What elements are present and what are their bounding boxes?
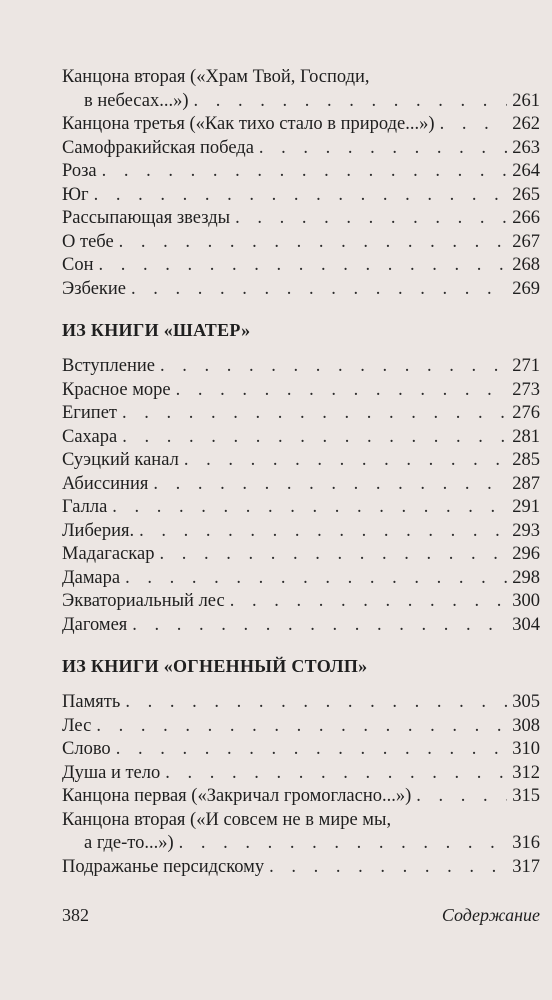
toc-entry-title: Абиссиния <box>62 473 149 494</box>
toc-entry-title: Самофракийская победа <box>62 137 254 158</box>
toc-entry-title: Дагомея <box>62 614 128 635</box>
toc-entry-page: 312 <box>512 762 540 783</box>
toc-entry-page: 266 <box>512 208 540 228</box>
toc-entry-title: Суэцкий канал <box>62 450 179 470</box>
dot-leader <box>160 355 507 379</box>
toc-entry <box>62 691 540 715</box>
toc-entry-title: Египет <box>62 403 117 423</box>
toc-entry <box>62 231 540 255</box>
toc-entry-page: 273 <box>512 379 540 400</box>
dot-leader <box>176 379 507 403</box>
toc-entry-page: 267 <box>512 231 540 252</box>
toc-entry-page: 293 <box>512 520 540 541</box>
toc-entry <box>62 278 540 302</box>
toc-entry <box>62 160 540 184</box>
toc-entry-page: 261 <box>512 90 540 111</box>
toc-entry-title: Слово <box>62 739 111 759</box>
toc-entry-title: Красное море <box>62 379 171 400</box>
toc-entry <box>62 426 540 450</box>
toc-entry <box>62 590 540 614</box>
section-heading-shater: ИЗ КНИГИ «ШАТЕР» <box>62 320 251 340</box>
toc-entry-title: Подражанье персидскому <box>62 856 265 877</box>
toc-entry-page: 305 <box>512 692 540 712</box>
dot-leader <box>269 856 507 880</box>
toc-entry-page: 316 <box>512 833 540 853</box>
toc-entry-page: 264 <box>512 161 540 181</box>
dot-leader <box>179 832 507 856</box>
toc-entry <box>62 184 540 208</box>
toc-top-list <box>62 66 540 301</box>
toc-entry <box>62 832 540 856</box>
dot-leader <box>94 184 507 208</box>
toc-stolp-list <box>62 691 540 879</box>
toc-entry-page: 298 <box>512 567 540 588</box>
dot-leader <box>131 278 507 302</box>
running-title: Содержание <box>441 905 540 925</box>
toc-entry-title: Юг <box>62 184 89 205</box>
toc-entry-title: Галла <box>62 497 108 517</box>
toc-entry-page: 263 <box>512 137 540 158</box>
dot-leader <box>112 496 507 520</box>
toc-entry <box>62 473 540 497</box>
dot-leader <box>139 520 507 544</box>
toc-entry-title: Канцона третья («Как тихо стало в природе...») <box>62 114 435 134</box>
dot-leader <box>159 543 507 567</box>
toc-entry-title: Роза <box>62 161 97 181</box>
toc-entry-title-line: Канцона вторая («И совсем не в мире мы, <box>62 809 392 830</box>
toc-entry <box>62 379 540 403</box>
toc-entry-page: 281 <box>512 426 540 447</box>
toc-entry-page: 308 <box>512 715 540 736</box>
dot-leader <box>125 691 507 715</box>
toc-entry-title: О тебе <box>62 231 114 252</box>
toc-entry-title: Память <box>62 692 121 712</box>
dot-leader <box>153 473 507 497</box>
toc-entry <box>62 137 540 161</box>
toc-entry <box>62 785 540 809</box>
toc-entry-page: 310 <box>512 739 540 759</box>
toc-entry-page: 276 <box>512 403 540 423</box>
toc-entry-page: 265 <box>512 184 540 205</box>
dot-leader <box>116 738 507 762</box>
toc-entry-title: Мадагаскар <box>62 544 155 564</box>
dot-leader <box>122 426 507 450</box>
toc-entry <box>62 738 540 762</box>
toc-entry-page: 269 <box>512 278 540 299</box>
dot-leader <box>184 449 507 473</box>
dot-leader <box>235 207 507 231</box>
toc-entry <box>62 496 540 520</box>
toc-entry <box>62 543 540 567</box>
toc-entry-title: Либерия. <box>62 520 135 541</box>
toc-entry-title: Вступление <box>62 356 155 376</box>
dot-leader <box>96 715 507 739</box>
toc-entry <box>62 762 540 786</box>
toc-entry-title: Экваториальный лес <box>62 591 225 611</box>
section-heading-stolp: ИЗ КНИГИ «ОГНЕННЫЙ СТОЛП» <box>62 656 368 676</box>
toc-entry <box>62 355 540 379</box>
toc-entry-page: 317 <box>512 856 540 877</box>
dot-leader <box>99 254 508 278</box>
toc-entry-title-line: Канцона вторая («Храм Твой, Господи, <box>62 67 370 87</box>
toc-entry-page: 268 <box>512 255 540 275</box>
dot-leader <box>440 113 507 137</box>
toc-entry-title: Рассыпающая звезды <box>62 208 231 228</box>
dot-leader <box>259 137 507 161</box>
toc-entry-page: 300 <box>512 591 540 611</box>
table-of-contents <box>62 66 540 879</box>
dot-leader <box>230 590 507 614</box>
dot-leader <box>119 231 507 255</box>
toc-entry <box>62 113 540 137</box>
toc-entry-page: 296 <box>512 544 540 564</box>
dot-leader <box>122 402 507 426</box>
toc-entry-title: в небесах...») <box>84 90 189 111</box>
toc-entry <box>62 856 540 880</box>
page-number: 382 <box>62 905 89 925</box>
toc-entry-page: 271 <box>512 356 540 376</box>
toc-entry <box>62 207 540 231</box>
toc-entry <box>62 90 540 114</box>
page-footer <box>62 905 540 926</box>
dot-leader <box>132 614 507 638</box>
toc-entry-title: Эзбекие <box>62 278 127 299</box>
toc-entry <box>62 402 540 426</box>
toc-entry <box>62 449 540 473</box>
dot-leader <box>194 90 508 114</box>
toc-entry-page: 287 <box>512 473 540 494</box>
dot-leader <box>102 160 507 184</box>
toc-entry-title: Сахара <box>62 426 118 447</box>
toc-entry-page: 291 <box>512 497 540 517</box>
dot-leader <box>416 785 507 809</box>
toc-entry-page: 262 <box>512 114 540 134</box>
toc-entry <box>62 715 540 739</box>
toc-entry <box>62 614 540 638</box>
toc-entry <box>62 520 540 544</box>
toc-entry <box>62 254 540 278</box>
toc-entry-title: Сон <box>62 255 94 275</box>
toc-entry-title: Лес <box>62 715 92 736</box>
toc-entry-title: Дамара <box>62 567 121 588</box>
toc-entry-page: 285 <box>512 450 540 470</box>
toc-entry <box>62 567 540 591</box>
toc-shater-list <box>62 355 540 637</box>
toc-entry-title: Канцона первая («Закричал громогласно...») <box>62 786 412 806</box>
toc-entry-title: Душа и тело <box>62 762 161 783</box>
toc-entry-title: а где-то...») <box>84 833 174 853</box>
dot-leader <box>125 567 507 591</box>
toc-entry-page: 304 <box>512 614 540 635</box>
toc-entry-page: 315 <box>512 786 540 806</box>
dot-leader <box>165 762 507 786</box>
